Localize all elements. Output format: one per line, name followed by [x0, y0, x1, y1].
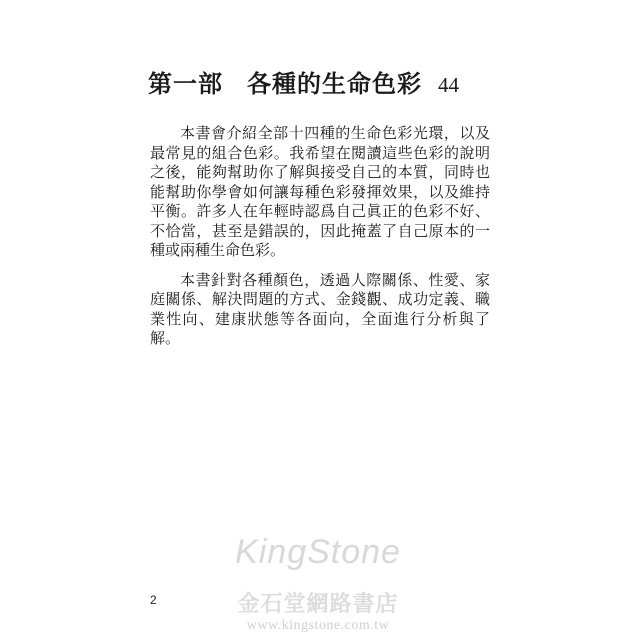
paragraph: 本書會介紹全部十四種的生命色彩光環，以及最常見的組合色彩。我希望在閱讀這些色彩的說明之後，能夠幫助你了解與接受自己的本質，同時也能幫助你學會如何讓每種色彩發揮效果，以及維持平衡。許多人在年輕時認爲自己眞正的色彩不好、不恰當，甚至是錯誤的，因此掩蓋了自己原本的一種或兩種生命色彩。: [150, 124, 490, 259]
watermark-url: www.kingstone.com.tw: [246, 618, 390, 633]
section-heading: [148, 64, 459, 96]
part-label: 第一部: [148, 69, 223, 98]
section-title: 各種的生命色彩: [247, 69, 422, 98]
watermark-brand: KingStone: [235, 533, 401, 571]
kingstone-watermark: [218, 532, 418, 634]
paragraph: 本書針對各種顏色，透過人際關係、性愛、家庭關係、解決問題的方式、金錢觀、成功定義、職業性向、建康狀態等各面向，全面進行分析與了解。: [150, 270, 490, 347]
section-page-ref: 44: [438, 73, 459, 97]
body-text: [150, 124, 490, 359]
watermark-store-name: 金石堂網路書店: [237, 591, 399, 617]
page-number: 2: [150, 593, 157, 607]
